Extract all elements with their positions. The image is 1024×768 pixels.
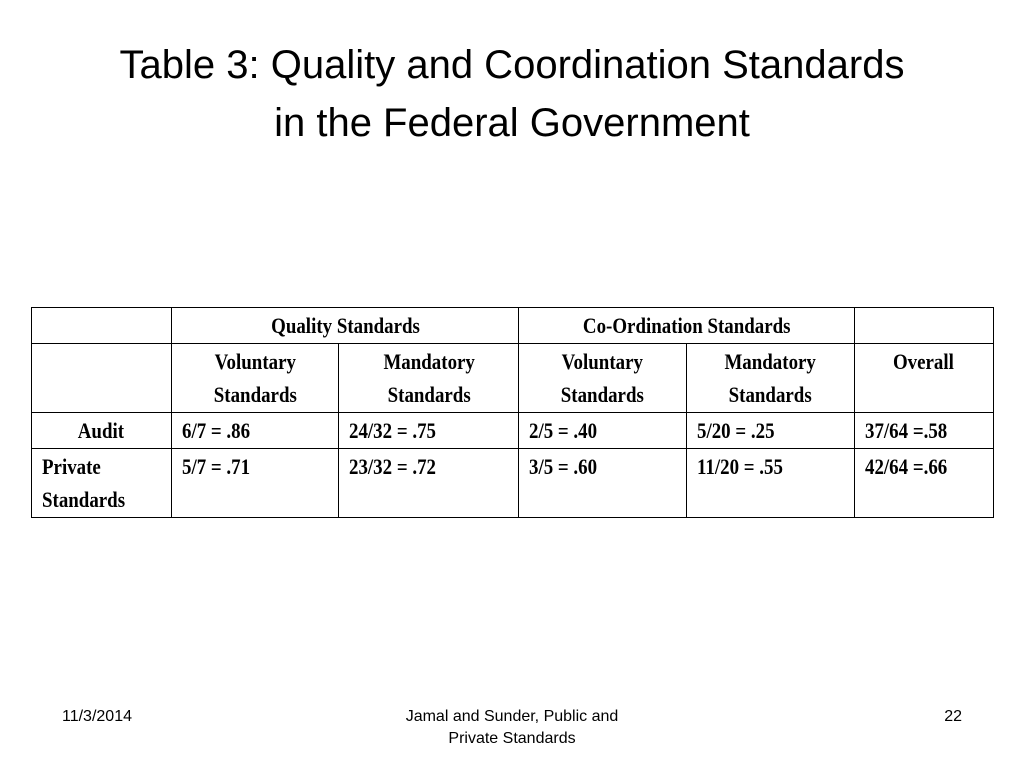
coordination-standards-header: Co-Ordination Standards (519, 308, 854, 344)
slide-title (0, 36, 1024, 152)
table-cell: 23/32 = .72 (339, 449, 519, 518)
standards-table (31, 307, 994, 518)
footer-source: Jamal and Sunder, Public and Private Standards (405, 708, 619, 747)
table-row (32, 413, 994, 449)
quality-voluntary-header: Voluntary Standards (171, 344, 338, 413)
table-cell: 6/7 = .86 (171, 413, 338, 449)
row-label-private-standards: Private Standards (32, 449, 172, 518)
table-cell: 42/64 =.66 (854, 449, 993, 518)
footer-date: 11/3/2014 (62, 708, 132, 725)
table-cell: 11/20 = .55 (686, 449, 854, 518)
row-label-header-cell (32, 344, 172, 413)
table-row (32, 449, 994, 518)
coordination-mandatory-header: Mandatory Standards (686, 344, 854, 413)
table-cell: 5/7 = .71 (171, 449, 338, 518)
quality-standards-header: Quality Standards (171, 308, 519, 344)
table-cell: 24/32 = .75 (339, 413, 519, 449)
overall-header: Overall (854, 344, 993, 413)
table-cell: 3/5 = .60 (519, 449, 687, 518)
quality-mandatory-header: Mandatory Standards (339, 344, 519, 413)
slide-title-line-1: Table 3: Quality and Coordination Standards (119, 43, 905, 87)
table-sub-header-row (32, 344, 994, 413)
table-cell: 2/5 = .40 (519, 413, 687, 449)
table-corner-cell (32, 308, 172, 344)
row-label-audit: Audit (32, 413, 172, 449)
table-cell: 5/20 = .25 (686, 413, 854, 449)
table-cell: 37/64 =.58 (854, 413, 993, 449)
overall-group-header-cell (854, 308, 993, 344)
slide-title-line-2: in the Federal Government (274, 101, 750, 145)
coordination-voluntary-header: Voluntary Standards (519, 344, 687, 413)
table-group-header-row (32, 308, 994, 344)
page-number: 22 (944, 708, 962, 725)
